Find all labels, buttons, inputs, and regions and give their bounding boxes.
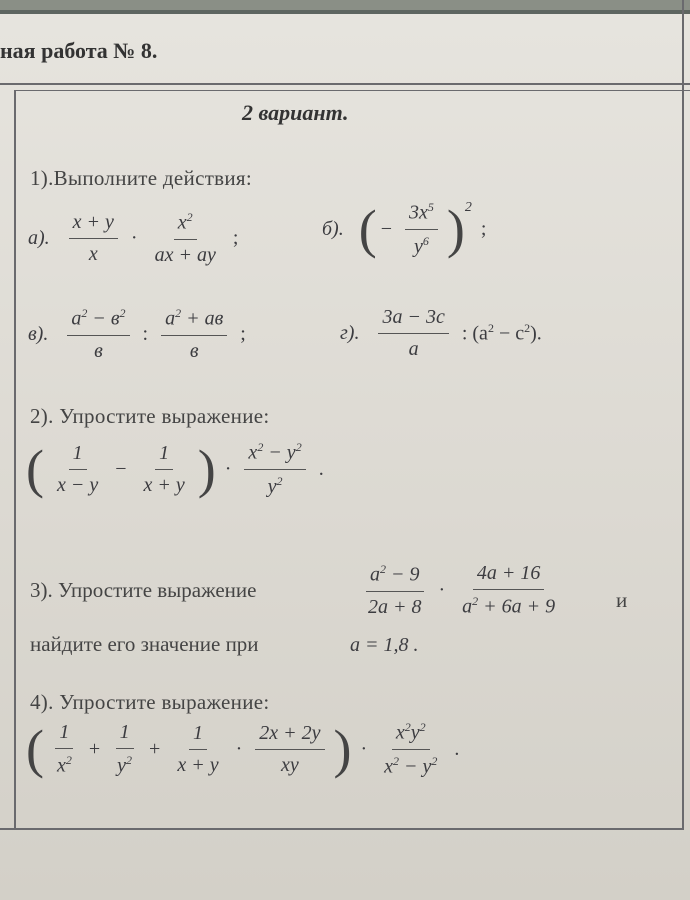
- fraction: $\frac{a^2 - 9}{2a + 8}$: [368, 562, 422, 618]
- task2-title: 2). Упростите выражение:: [30, 404, 270, 428]
- fraction: $\frac{x^2 - y^2}{y^2}$: [244, 440, 305, 498]
- fraction: $\frac{1}{y^2}$: [117, 720, 133, 777]
- task1-b: б). ( − $\frac{3x^5}{y^6}$ )$^2$ ;: [322, 199, 487, 260]
- fraction: $\frac{3x^5}{y^6}$: [405, 200, 438, 258]
- frame-top: [0, 83, 690, 85]
- task1-v: в). $\frac{a^2 - в^2}{в}$ : $\frac{a^2 + aв}{в}$ ;: [28, 306, 246, 362]
- task3-find: найдите его значение при: [30, 632, 259, 656]
- fraction: $\frac{1}{x^2}$: [56, 720, 72, 777]
- task3-title: 3). Упростите выражение: [30, 578, 257, 602]
- task4-expression: ( $\frac{1}{x^2}$ + $\frac{1}{y^2}$ + $\frac{1}{x + y}$ · $\frac{2x + 2y}{xy}$ ) · $\frac{x^2y^2}{x^2 - y^2}$ .: [26, 719, 460, 780]
- top-edge: [0, 0, 690, 14]
- fraction: $\frac{1}{x + y}$: [177, 721, 219, 776]
- task1-v-label: в).: [28, 322, 49, 345]
- task1-b-label: б).: [322, 217, 344, 240]
- task1-a-label: а).: [28, 226, 50, 249]
- variant-title: 2 вариант.: [242, 100, 349, 125]
- fraction: $\frac{4a + 16}{a^2 + 6a + 9}$: [462, 562, 556, 618]
- fraction: $\frac{1}{x + y}$: [143, 441, 185, 496]
- frame-right: [682, 0, 684, 830]
- task4-title: 4). Упростите выражение:: [30, 690, 270, 714]
- task1-a: а). $\frac{x + y}{x}$ · $\frac{x^2}{ax + ay}$ ;: [28, 210, 239, 266]
- fraction: $\frac{2x + 2y}{xy}$: [255, 722, 324, 777]
- page-heading: ная работа № 8.: [0, 38, 158, 63]
- task3-value: a = 1,8 .: [350, 634, 419, 656]
- task2-expression: ( $\frac{1}{x - y}$ − $\frac{1}{x + y}$ ) · $\frac{x^2 - y^2}{y^2}$ .: [26, 439, 324, 500]
- fraction: $\frac{a^2 + aв}{в}$: [161, 306, 227, 363]
- task1-g-label: г).: [340, 322, 360, 344]
- fraction: $\frac{1}{x - y}$: [56, 441, 99, 496]
- task3-and: и: [616, 588, 628, 612]
- task3-expression: $\frac{a^2 - 9}{2a + 8}$ · $\frac{4a + 16}{a^2 + 6a + 9}$: [360, 562, 563, 619]
- fraction: $\frac{x + y}{x}$: [69, 211, 118, 266]
- task1-g: г). $\frac{3a - 3c}{a}$ : $(a^2 - c^2)$.: [340, 306, 542, 360]
- fraction: $\frac{x^2y^2}{x^2 - y^2}$: [384, 720, 438, 778]
- fraction: $\frac{3a - 3c}{a}$: [378, 306, 448, 361]
- frame-left: [14, 90, 16, 830]
- fraction: $\frac{a^2 - в^2}{в}$: [67, 306, 129, 363]
- fraction: $\frac{x^2}{ax + ay}$: [154, 210, 216, 266]
- frame-inner-top: [14, 90, 690, 91]
- task1-title: 1).Выполните действия:: [30, 166, 253, 190]
- frame-bottom: [0, 828, 684, 830]
